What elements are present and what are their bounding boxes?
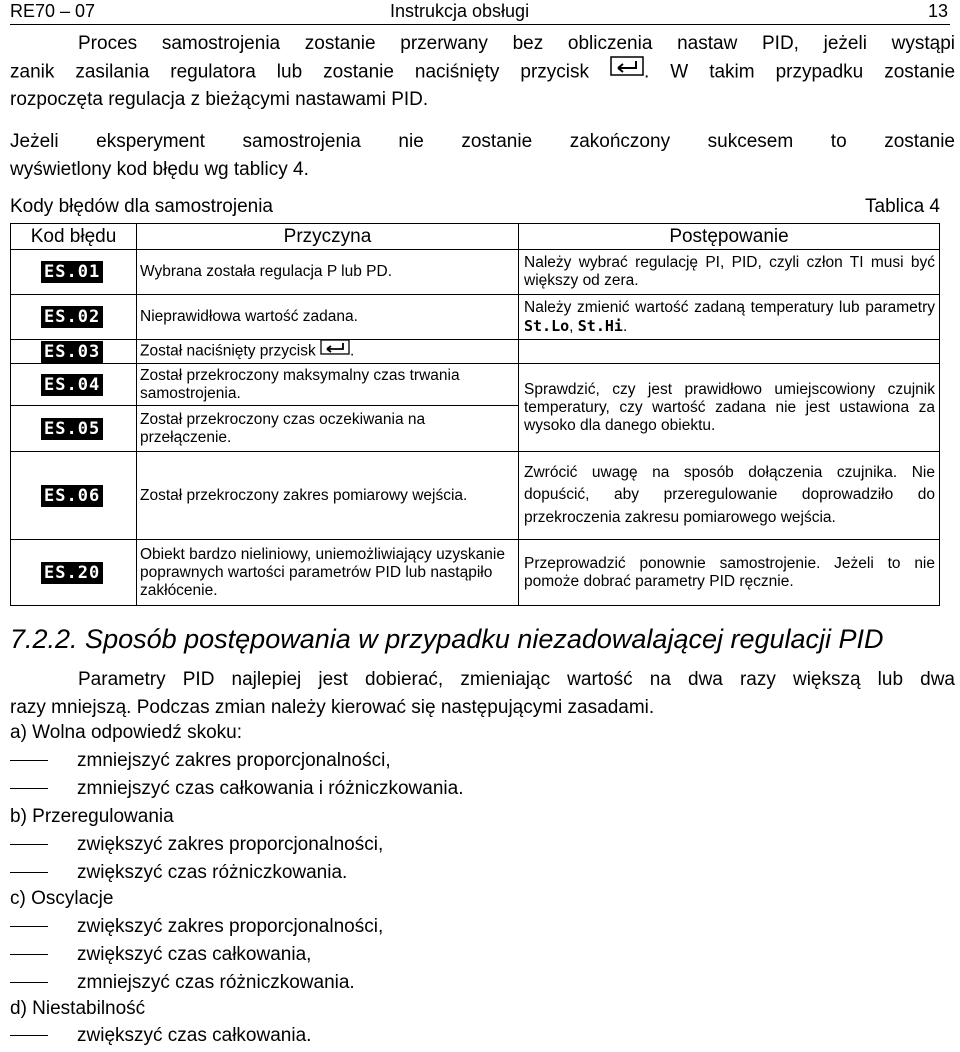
doc-title: Instrukcja obsługi [390, 1, 530, 21]
table-row [11, 364, 940, 406]
error-code-cell [11, 406, 137, 452]
error-code-display: ES.04 [41, 374, 103, 396]
col-header-action: Postępowanie [519, 224, 940, 250]
cause-cell [137, 340, 519, 364]
intro-line [10, 58, 955, 87]
cause-cell: Obiekt bardzo nieliniowy, uniemożliwiający uzyskanie poprawnych wartości parametrów PID lub nastąpiło zakłócenie. [137, 540, 519, 606]
dash-bullet [10, 872, 48, 873]
section-paragraph [10, 666, 955, 722]
table-caption [10, 196, 940, 218]
table-header-row [11, 224, 940, 250]
list-item [10, 916, 383, 938]
cause-text: . [350, 342, 355, 360]
error-code-display: ES.03 [41, 341, 103, 363]
list-item-text: zmniejszyć zakres proporcjonalności, [77, 750, 391, 771]
error-code-display: ES.01 [41, 261, 103, 283]
dash-bullet [10, 788, 48, 789]
action-cell: Przeprowadzić ponownie samostrojenie. Jeżeli to nie pomoże dobrać parametry PID ręcznie. [519, 540, 940, 606]
intro-line: Jeżeli eksperyment samostrojenia nie zostanie zakończony sukcesem to zostanie [10, 131, 955, 152]
action-text: , [569, 317, 578, 335]
intro-line: wyświetlony kod błędu wg tablicy 4. [10, 158, 309, 180]
col-header-code: Kod błędu [11, 224, 137, 250]
list-item-text: zmniejszyć czas różniczkowania. [77, 972, 355, 993]
col-header-cause: Przyczyna [137, 224, 519, 250]
param-st-hi: St.Hi [577, 316, 623, 335]
action-cell [519, 295, 940, 340]
error-code-cell [11, 364, 137, 406]
intro-paragraph [10, 30, 955, 114]
list-item-text: zwiększyć czas całkowania, [77, 944, 312, 965]
list-item [10, 750, 391, 772]
table-row [11, 340, 940, 364]
enter-key-icon [610, 56, 644, 85]
cause-cell: Wybrana została regulacja P lub PD. [137, 250, 519, 295]
error-code-display: ES.06 [41, 485, 103, 507]
table-row [11, 250, 940, 295]
page-number: 13 [927, 1, 948, 21]
cause-cell: Został przekroczony zakres pomiarowy wejścia. [137, 452, 519, 540]
group-title: b) Przeregulowania [10, 806, 174, 827]
action-text: . [622, 317, 628, 335]
intro-line: Proces samostrojenia zostanie przerwany bez obliczenia nastaw PID, jeżeli wystąpi [78, 33, 955, 54]
model-label: RE70 – 07 [10, 1, 96, 21]
cause-text: Został naciśnięty przycisk [140, 342, 316, 360]
error-code-cell [11, 340, 137, 364]
dash-bullet [10, 760, 48, 761]
error-code-cell [11, 452, 137, 540]
table-row [11, 295, 940, 340]
error-code-cell [11, 540, 137, 606]
error-code-cell [11, 295, 137, 340]
table-label: Tablica 4 [865, 196, 940, 217]
table-row [11, 540, 940, 606]
table-row [11, 452, 940, 540]
list-item-text: zwiększyć zakres proporcjonalności, [77, 916, 384, 937]
section-heading: 7.2.2. Sposób postępowania w przypadku niezadowalającej regulacji PID [10, 624, 884, 654]
section-line: Parametry PID najlepiej jest dobierać, zmieniając wartość na dwa razy większą lub dwa [78, 669, 955, 690]
intro-text: zanik zasilania regulatora lub zostanie naciśnięty przycisk [10, 60, 590, 82]
dash-bullet [10, 926, 48, 927]
list-item [10, 778, 463, 800]
error-codes-table [10, 223, 940, 606]
table-title: Kody błędów dla samostrojenia [10, 196, 273, 217]
group-title: d) Niestabilność [10, 998, 146, 1019]
action-cell-merged: Sprawdzić, czy jest prawidłowo umiejscowiony czujnik temperatury, czy wartość zadana nie jest ustawiona za wysoko dla danego obiektu. [519, 364, 940, 452]
intro-line: rozpoczęta regulacja z bieżącymi nastawami PID. [10, 89, 429, 110]
error-code-cell [11, 250, 137, 295]
error-code-display: ES.20 [41, 562, 103, 584]
enter-key-icon [320, 339, 350, 360]
action-cell: Należy wybrać regulację PI, PID, czyli człon TI musi być większy od zera. [519, 250, 940, 295]
list-item [10, 862, 347, 884]
list-item [10, 1025, 311, 1047]
list-item-text: zwiększyć czas różniczkowania. [77, 862, 348, 883]
list-item-text: zwiększyć czas całkowania. [77, 1025, 312, 1046]
action-cell-empty [519, 340, 940, 364]
section-line: razy mniejszą. Podczas zmian należy kierować się następującymi zasadami. [10, 697, 655, 718]
cause-cell: Został przekroczony maksymalny czas trwania samostrojenia. [137, 364, 519, 406]
error-code-display: ES.02 [41, 306, 103, 328]
list-item [10, 944, 311, 966]
dash-bullet [10, 844, 48, 845]
cause-cell: Został przekroczony czas oczekiwania na przełączenie. [137, 406, 519, 452]
group-title: a) Wolna odpowiedź skoku: [10, 722, 242, 743]
dash-bullet [10, 1035, 48, 1036]
intro-text: . W takim przypadku zostanie [644, 60, 956, 82]
dash-bullet [10, 954, 48, 955]
action-cell: Zwrócić uwagę na sposób dołączenia czujnika. Nie dopuścić, aby przeregulowanie doprowadziło do przekroczenia zakresu pomiarowego wejścia. [519, 452, 940, 540]
group-title: c) Oscylacje [10, 888, 114, 909]
list-item [10, 972, 355, 994]
cause-cell: Nieprawidłowa wartość zadana. [137, 295, 519, 340]
param-st-lo: St.Lo [524, 316, 570, 335]
dash-bullet [10, 982, 48, 983]
error-code-display: ES.05 [41, 418, 103, 440]
action-text: Należy zmienić wartość zadaną temperatury lub parametry [524, 298, 935, 316]
intro-paragraph-2 [10, 128, 955, 183]
list-item-text: zwiększyć zakres proporcjonalności, [77, 834, 384, 855]
page-header [10, 0, 950, 25]
list-item-text: zmniejszyć czas całkowania i różniczkowania. [77, 778, 464, 799]
list-item [10, 834, 383, 856]
